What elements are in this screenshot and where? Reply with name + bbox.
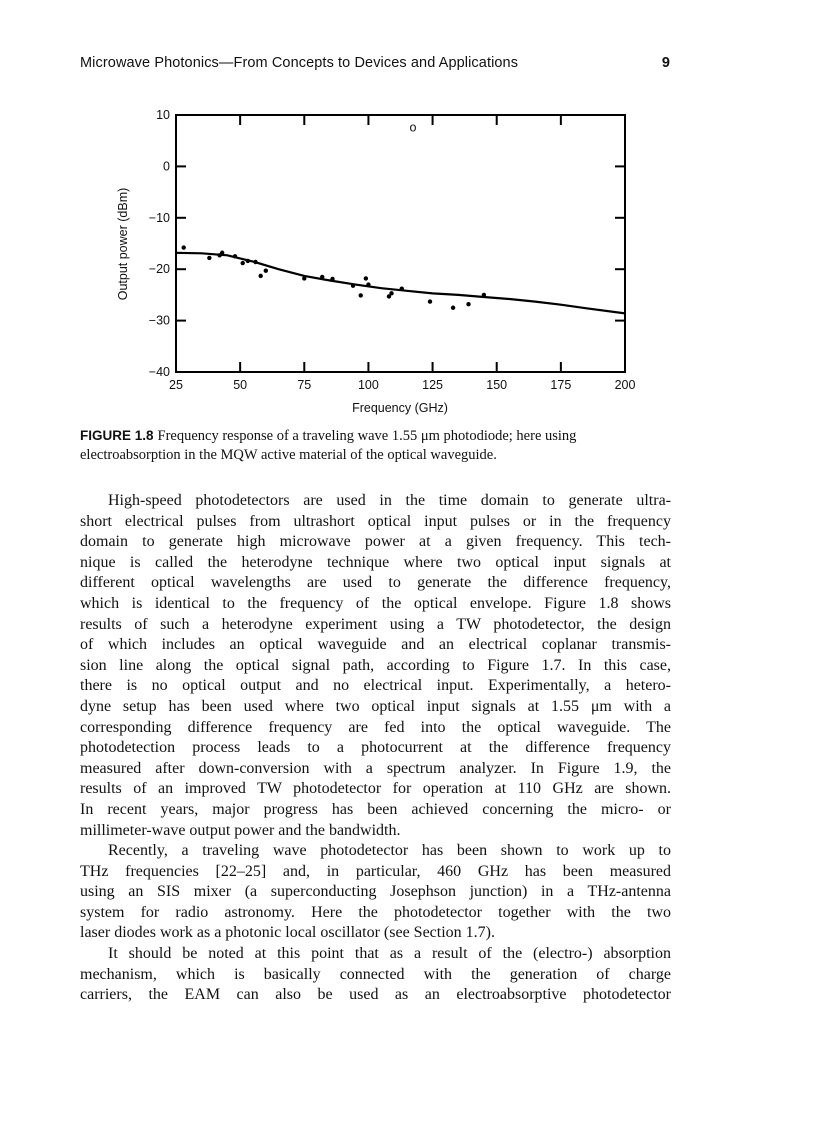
data-point: [330, 277, 334, 281]
frequency-response-chart: [100, 100, 660, 420]
text-line: High-speed photodetectors are used in the time domain to generate ultra-: [108, 492, 671, 509]
data-point: [181, 245, 185, 249]
data-point: [264, 269, 268, 273]
x-tick-label: 100: [357, 378, 379, 392]
y-tick-label: −10: [148, 210, 170, 225]
text-line: It should be noted at this point that as a result of the (electro-) absorption: [108, 945, 671, 963]
plot-frame: [176, 115, 625, 372]
text-line: of which includes an optical waveguide and an electrical coplanar transmis-: [80, 636, 671, 654]
data-point: [482, 293, 486, 297]
text-line: millimeter-wave output power and the bandwidth.: [80, 821, 401, 839]
data-point: [364, 276, 368, 280]
running-header: [80, 55, 670, 75]
x-tick-label: 175: [550, 378, 572, 392]
text-line: dyne setup has been used where two optical input signals at 1.55 μm with a: [80, 697, 671, 715]
data-point: [366, 282, 370, 286]
text-line: there is no optical output and no electrical input. Experimentally, a hetero-: [80, 677, 671, 695]
text-line: different optical wavelengths are used to generate the difference frequency,: [80, 574, 671, 592]
data-point: [389, 291, 393, 295]
text-line: short electrical pulses from ultrashort optical input pulses or in the frequency: [80, 512, 671, 530]
paragraph: [80, 491, 671, 841]
paragraph: [80, 944, 671, 1006]
text-line: results of an improved TW photodetector for operation at 110 GHz are shown.: [80, 780, 671, 798]
data-point: [302, 276, 306, 280]
caption-line: electroabsorption in the MQW active material of the optical waveguide.: [80, 446, 497, 463]
text-line: which is identical to the frequency of the optical envelope. Figure 1.8 shows: [80, 594, 671, 612]
running-title: Microwave Photonics—From Concepts to Devices and Applications: [80, 55, 519, 71]
data-point: [253, 260, 257, 264]
y-tick-label: −30: [148, 313, 170, 328]
data-point: [258, 274, 262, 278]
y-tick-label: −40: [148, 365, 170, 379]
text-line: measured after down-conversion with a spectrum analyzer. In Figure 1.9, the: [80, 759, 671, 777]
y-tick-label: −20: [148, 262, 170, 277]
text-line: carriers, the EAM can also be used as an electroabsorptive photodetector: [80, 986, 671, 1004]
data-point: [359, 293, 363, 297]
chart-annotation: o: [409, 120, 417, 135]
data-point: [428, 299, 432, 303]
data-point: [351, 283, 355, 287]
data-point: [241, 261, 245, 265]
data-point: [320, 275, 324, 279]
figure-label: FIGURE 1.8: [80, 428, 154, 443]
text-line: sion line along the optical signal path, according to Figure 1.7. In this case,: [80, 656, 671, 674]
tick-labels: [149, 108, 636, 392]
x-tick-label: 150: [486, 378, 508, 392]
text-line: domain to generate high microwave power at a given frequency. This tech-: [80, 533, 671, 551]
text-line: photodetection process leads to a photocurrent at the difference frequency: [80, 739, 671, 757]
x-axis-label: Frequency (GHz): [352, 401, 448, 415]
text-line: nique is called the heterodyne technique where two optical input signals at: [80, 553, 671, 571]
caption-text: [80, 428, 576, 463]
data-point: [207, 256, 211, 260]
figure-caption: [80, 427, 671, 464]
data-point: [451, 306, 455, 310]
x-tick-label: 200: [614, 378, 636, 392]
x-tick-label: 25: [169, 378, 183, 392]
data-point: [466, 302, 470, 306]
x-tick-label: 50: [233, 378, 248, 392]
text-line: Recently, a traveling wave photodetector has been shown to work up to: [108, 842, 671, 860]
text-line: In recent years, major progress has been achieved concerning the micro- or: [80, 800, 671, 818]
text-line: THz frequencies [22–25] and, in particular, 460 GHz has been measured: [80, 862, 671, 880]
text-line: mechanism, which is basically connected with the generation of charge: [80, 965, 671, 983]
x-tick-label: 125: [422, 378, 444, 392]
text-line: corresponding difference frequency are fed into the optical waveguide. The: [80, 718, 671, 736]
caption-line: Frequency response of a traveling wave 1.55 μm photodiode; here using: [157, 428, 577, 444]
axis-ticks: [176, 115, 625, 372]
text-line: using an SIS mixer (a superconducting Josephson junction) in a THz-antenna: [80, 883, 671, 901]
y-axis-label: Output power (dBm): [116, 187, 130, 301]
page-number: 9: [661, 55, 670, 71]
text-line: laser diodes work as a photonic local oscillator (see Section 1.7).: [80, 924, 495, 942]
text-line: results of such a heterodyne experiment using a TW photodetector, the design: [80, 615, 671, 633]
x-tick-label: 75: [297, 378, 312, 392]
data-point: [220, 251, 224, 255]
text-line: system for radio astronomy. Here the photodetector together with the two: [80, 903, 671, 921]
data-point: [400, 287, 404, 291]
data-point: [233, 254, 237, 258]
body-text: [80, 491, 671, 1006]
data-point: [246, 259, 250, 263]
y-tick-label: 10: [156, 108, 170, 122]
paragraph: [80, 841, 671, 944]
y-tick-label: 0: [163, 159, 170, 174]
